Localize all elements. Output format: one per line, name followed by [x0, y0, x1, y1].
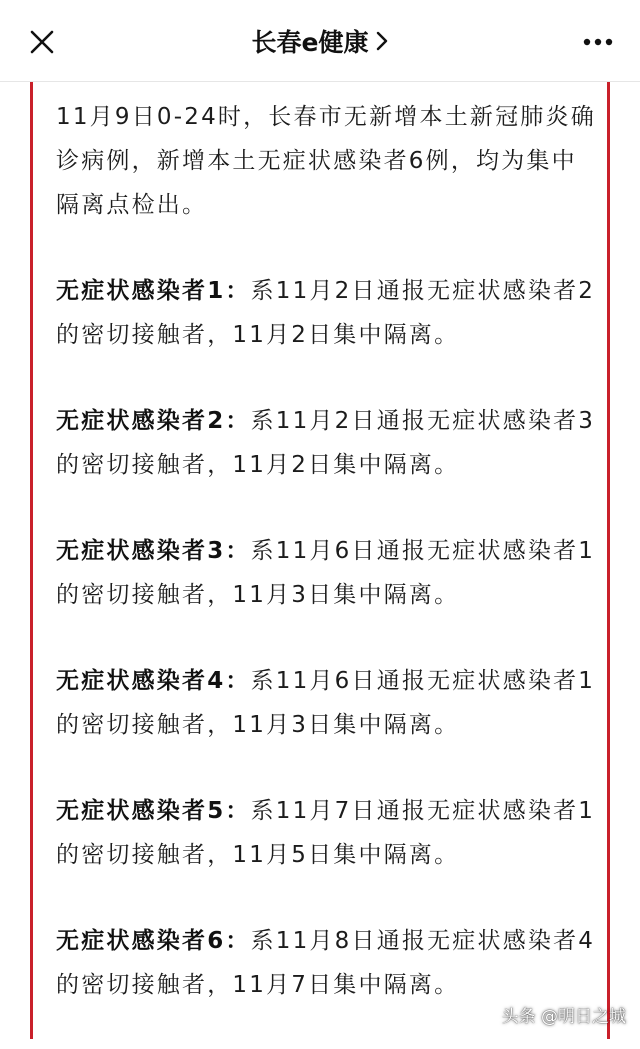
case-paragraph	[56, 399, 596, 487]
case-text: 系11月8日通报无症状感染者4的密切接触者，11月7日集中隔离。	[56, 928, 596, 998]
more-dots-icon	[583, 38, 613, 46]
case-paragraph	[56, 659, 596, 747]
case-list	[56, 269, 596, 1007]
article-body	[56, 95, 596, 1049]
case-label: 无症状感染者4：	[56, 668, 251, 694]
case-text: 系11月7日通报无症状感染者1的密切接触者，11月5日集中隔离。	[56, 798, 596, 868]
more-button[interactable]	[578, 24, 618, 60]
case-paragraph	[56, 529, 596, 617]
case-paragraph	[56, 269, 596, 357]
case-text: 系11月6日通报无症状感染者1的密切接触者，11月3日集中隔离。	[56, 668, 596, 738]
watermark: 头条 @明日之城	[501, 1007, 626, 1027]
case-label: 无症状感染者6：	[56, 928, 251, 954]
case-label: 无症状感染者3：	[56, 538, 251, 564]
nav-bar	[0, 0, 640, 82]
case-label: 无症状感染者2：	[56, 408, 251, 434]
intro-paragraph: 11月9日0-24时，长春市无新增本土新冠肺炎确诊病例，新增本土无症状感染者6例，均为集中隔离点检出。	[56, 104, 596, 218]
case-paragraph	[56, 789, 596, 877]
case-paragraph	[56, 919, 596, 1007]
account-title-link[interactable]	[0, 0, 640, 82]
case-text: 系11月2日通报无症状感染者2的密切接触者，11月2日集中隔离。	[56, 278, 596, 348]
case-label: 无症状感染者1：	[56, 278, 251, 304]
chevron-right-icon	[376, 31, 388, 51]
page-title: 长春e健康	[251, 28, 369, 57]
case-text: 系11月2日通报无症状感染者3的密切接触者，11月2日集中隔离。	[56, 408, 596, 478]
case-label: 无症状感染者5：	[56, 798, 251, 824]
case-text: 系11月6日通报无症状感染者1的密切接触者，11月3日集中隔离。	[56, 538, 596, 608]
